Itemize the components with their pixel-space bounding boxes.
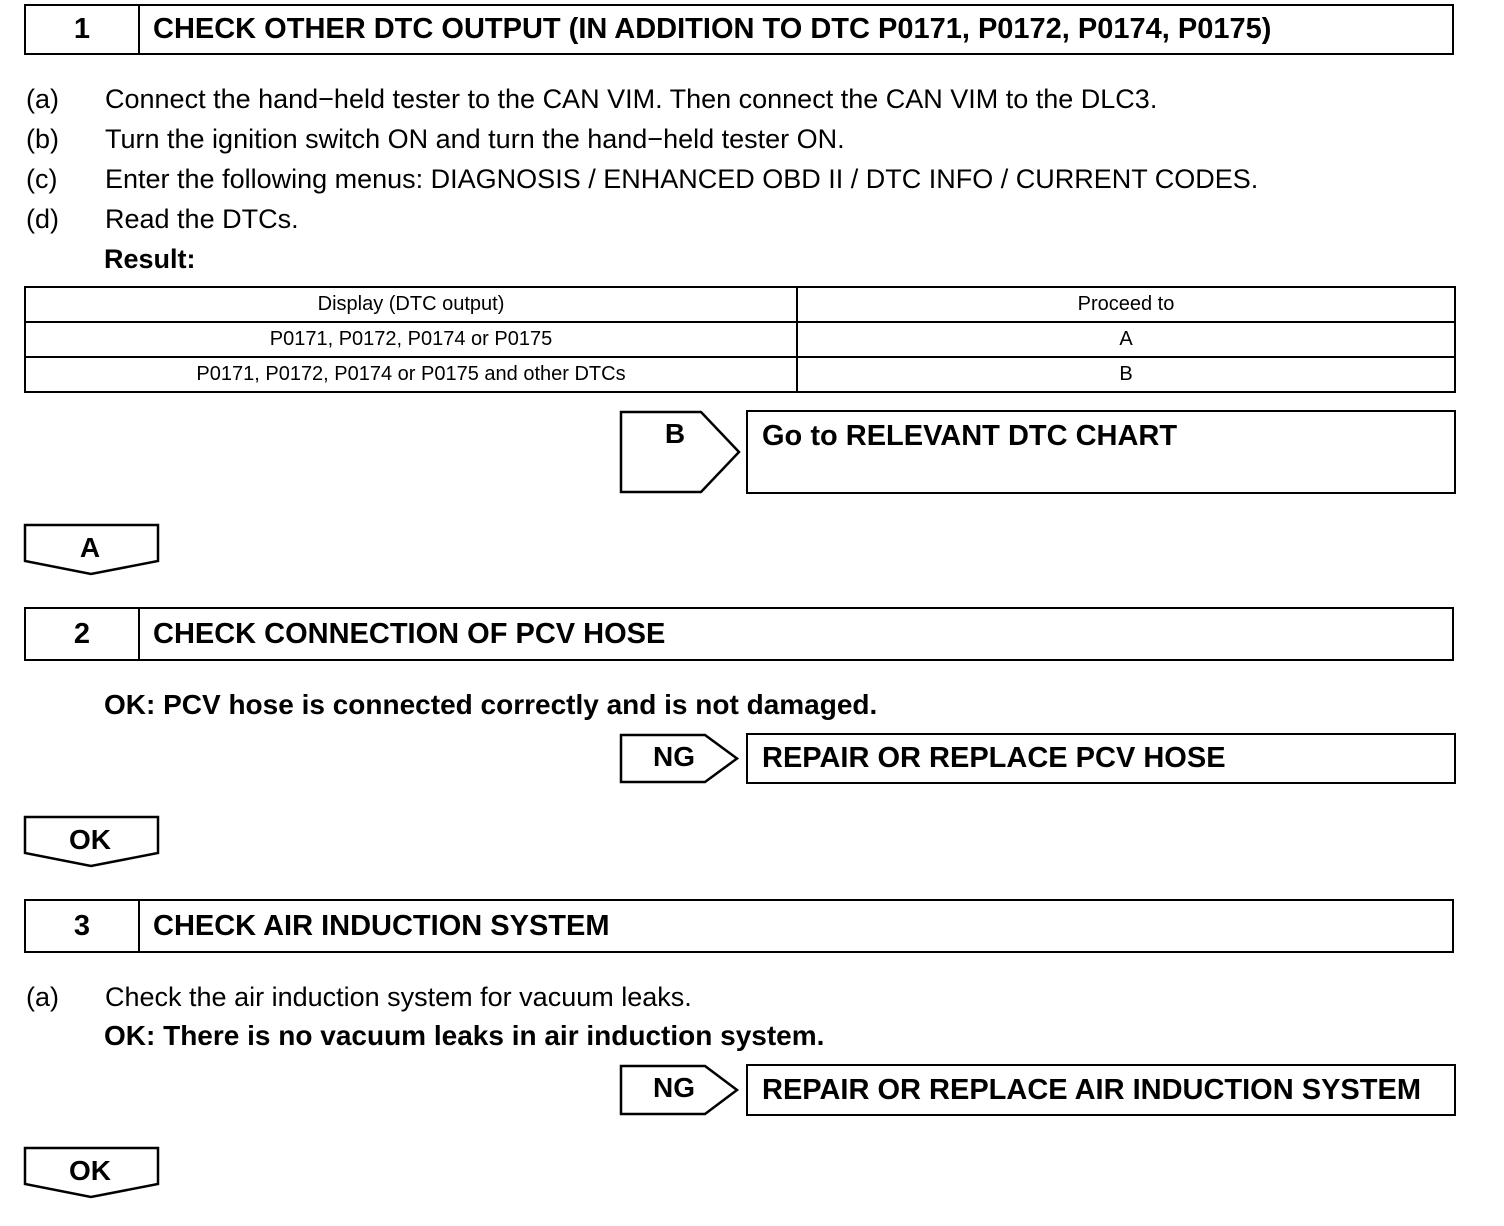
branch-result-box: Go to RELEVANT DTC CHART [746, 410, 1456, 494]
table-row [25, 357, 1455, 392]
instruction-text: Enter the following menus: DIAGNOSIS / ENHANCED OBD II / DTC INFO / CURRENT CODES. [105, 164, 1259, 194]
step-number: 1 [26, 6, 140, 53]
instruction-text: Read the DTCs. [105, 204, 299, 234]
continue-tag-label: OK [69, 1155, 111, 1186]
step-3-header [24, 899, 1454, 953]
continue-tag-ok [23, 1146, 161, 1200]
ok-criteria: OK: There is no vacuum leaks in air induction system. [104, 1020, 825, 1051]
step-number: 2 [26, 609, 140, 659]
instruction-label: (a) [26, 982, 59, 1012]
branch-tag-label: B [664, 418, 686, 449]
step-2-header [24, 607, 1454, 661]
step-title: CHECK OTHER DTC OUTPUT (IN ADDITION TO DTC P0171, P0172, P0174, P0175) [153, 13, 1272, 45]
table-header-cell: Display (DTC output) [25, 287, 797, 322]
branch-result-box: REPAIR OR REPLACE AIR INDUCTION SYSTEM [746, 1064, 1456, 1116]
branch-arrow-b [619, 410, 743, 494]
branch-tag-label: NG [653, 1072, 695, 1103]
step-number: 3 [26, 901, 140, 951]
table-cell: B [797, 357, 1455, 392]
branch-result-box: REPAIR OR REPLACE PCV HOSE [746, 733, 1456, 784]
step-1-header [24, 4, 1454, 55]
table-cell: P0171, P0172, P0174 or P0175 [25, 322, 797, 357]
branch-arrow-ng [619, 1064, 743, 1116]
branch-tag-label: NG [653, 741, 695, 772]
ok-criteria: OK: PCV hose is connected correctly and is not damaged. [104, 689, 878, 720]
table-cell: A [797, 322, 1455, 357]
instruction-label: (d) [26, 204, 59, 234]
instruction-text: Turn the ignition switch ON and turn the hand−held tester ON. [105, 124, 845, 154]
table-row [25, 322, 1455, 357]
result-table [24, 286, 1456, 393]
table-header-row [25, 287, 1455, 322]
continue-tag-a [23, 523, 161, 577]
table-header-cell: Proceed to [797, 287, 1455, 322]
continue-tag-label: OK [69, 824, 111, 855]
continue-tag-label: A [79, 532, 101, 563]
continue-tag-ok [23, 815, 161, 869]
table-cell: P0171, P0172, P0174 or P0175 and other DTCs [25, 357, 797, 392]
instruction-label: (b) [26, 124, 59, 154]
instruction-label: (a) [26, 84, 59, 114]
instruction-label: (c) [26, 164, 58, 194]
instruction-text: Check the air induction system for vacuum leaks. [105, 982, 692, 1012]
branch-arrow-ng [619, 733, 743, 784]
step-title: CHECK AIR INDUCTION SYSTEM [153, 909, 610, 942]
step-title: CHECK CONNECTION OF PCV HOSE [153, 617, 666, 650]
instruction-text: Connect the hand−held tester to the CAN VIM. Then connect the CAN VIM to the DLC3. [105, 84, 1158, 114]
result-label: Result: [104, 244, 196, 274]
